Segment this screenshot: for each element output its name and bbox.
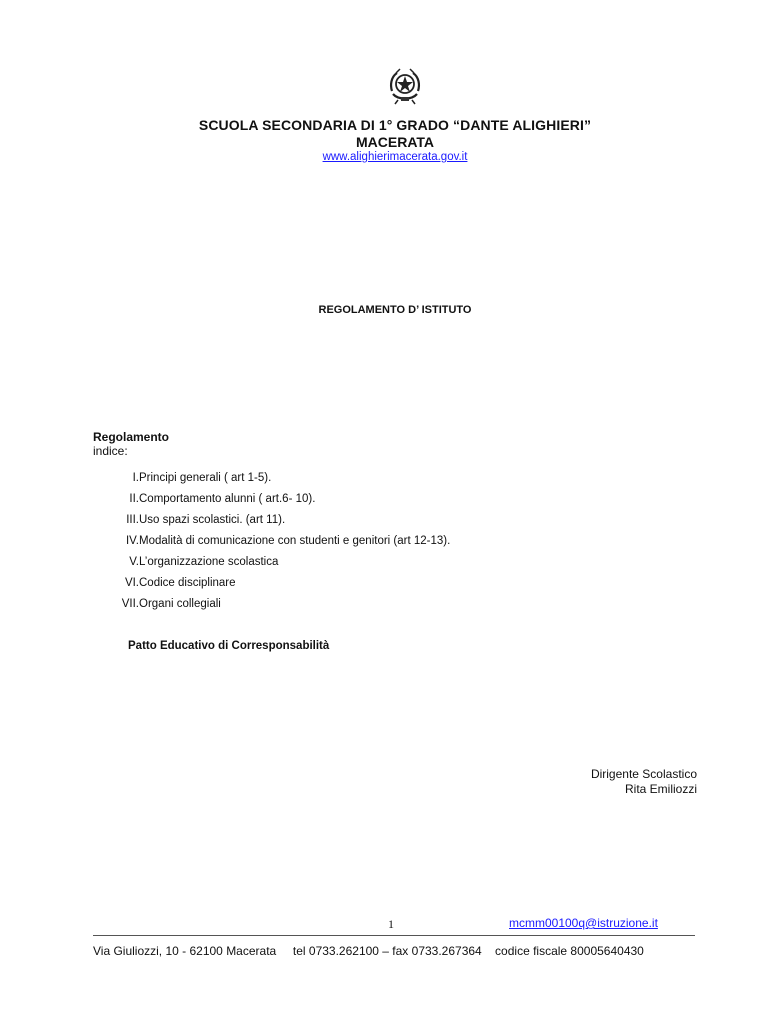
signer-role: Dirigente Scolastico <box>590 767 697 781</box>
toc-item-number: VII. <box>121 598 139 610</box>
toc-item-text: Comportamento alunni ( art.6- 10). <box>139 493 316 505</box>
toc-item <box>93 514 593 535</box>
page-number: 1 <box>388 917 394 931</box>
footer-address: Via Giuliozzi, 10 - 62100 Macerata tel 0733.262100 – fax 0733.267364 codice fiscale 80005640430 <box>93 944 644 958</box>
school-title: SCUOLA SECONDARIA DI 1° GRADO “DANTE ALIGHIERI” <box>198 117 592 133</box>
toc-item-number: VI. <box>124 577 139 589</box>
signature-block <box>591 767 697 797</box>
toc-item-text: Principi generali ( art 1-5). <box>139 472 272 484</box>
table-of-contents <box>93 472 593 619</box>
section-heading: Regolamento <box>93 430 170 444</box>
toc-item-number: I. <box>132 472 139 484</box>
toc-item-text: Modalità di comunicazione con studenti e genitori (art 12-13). <box>139 535 451 547</box>
toc-item-number: II. <box>129 493 139 505</box>
italian-republic-emblem-icon <box>386 67 424 107</box>
signer-name: Rita Emiliozzi <box>624 782 697 796</box>
patto-heading: Patto Educativo di Corresponsabilità <box>128 640 330 652</box>
toc-item-number: III. <box>126 514 139 526</box>
toc-item-text: L’organizzazione scolastica <box>139 556 279 568</box>
toc-item <box>93 556 593 577</box>
email-link[interactable]: mcmm00100q@istruzione.it <box>509 916 658 930</box>
toc-item <box>93 493 593 514</box>
toc-item <box>93 577 593 598</box>
toc-item-text: Organi collegiali <box>139 598 221 610</box>
toc-item-text: Uso spazi scolastici. (art 11). <box>139 514 286 526</box>
toc-item-number: IV. <box>125 535 139 547</box>
section-subheading: indice: <box>93 444 128 458</box>
toc-item <box>93 598 593 619</box>
school-city: MACERATA <box>355 134 435 150</box>
toc-item-text: Codice disciplinare <box>139 577 236 589</box>
footer-divider <box>93 935 695 936</box>
document-title: REGOLAMENTO D’ ISTITUTO <box>318 304 472 316</box>
toc-item <box>93 472 593 493</box>
school-website-link[interactable]: www.alighierimacerata.gov.it <box>322 151 468 163</box>
toc-item <box>93 535 593 556</box>
toc-item-number: V. <box>129 556 139 568</box>
